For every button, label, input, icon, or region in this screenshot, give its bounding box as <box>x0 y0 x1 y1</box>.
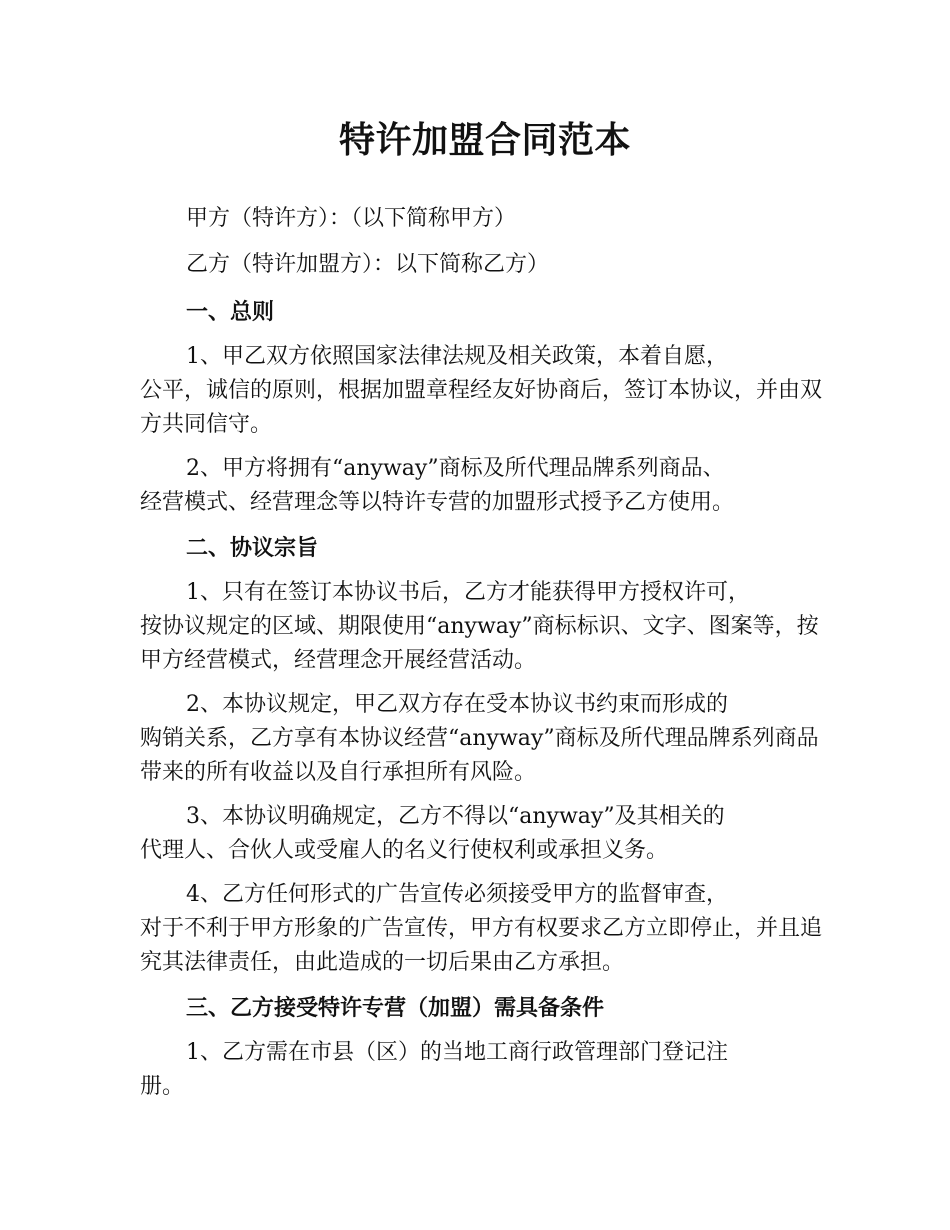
party-b-line: 乙方（特许加盟方）：以下简称乙方） <box>186 252 550 277</box>
paragraph-first-line: 3、本协议明确规定，乙方不得以“anyway”及其相关的 <box>186 804 725 829</box>
paragraph-continuation: 购销关系，乙方享有本协议经营“anyway”商标及所代理品牌系列商品带来的所有收益以及自行承担所有风险。 <box>140 726 819 785</box>
section-heading-general: 一、总则 <box>186 300 275 325</box>
paragraph-first-line: 1、乙方需在市县（区）的当地工商行政管理部门登记注 <box>186 1040 728 1065</box>
document-body <box>140 120 830 1114</box>
paragraph-first-line: 4、乙方任何形式的广告宣传必须接受甲方的监督审查， <box>186 882 728 907</box>
paragraph <box>140 340 830 442</box>
paragraph <box>140 800 830 868</box>
paragraph-first-line: 2、本协议规定，甲乙双方存在受本协议书约束而形成的 <box>186 692 728 717</box>
paragraph-continuation: 公平，诚信的原则，根据加盟章程经友好协商后，签订本协议，并由双方共同信守。 <box>140 378 823 437</box>
section-heading-requirements: 三、乙方接受特许专营（加盟）需具备条件 <box>186 996 605 1021</box>
paragraph-continuation: 对于不利于甲方形象的广告宣传，甲方有权要求乙方立即停止，并且追究其法律责任，由此造成的一切后果由乙方承担。 <box>140 916 823 975</box>
paragraph-continuation: 代理人、合伙人或受雇人的名义行使权利或承担义务。 <box>140 838 669 863</box>
paragraph-first-line: 1、甲乙双方依照国家法律法规及相关政策，本着自愿， <box>186 344 728 369</box>
section-heading-purpose: 二、协议宗旨 <box>186 536 319 561</box>
paragraph <box>140 452 830 520</box>
paragraph-continuation: 册。 <box>140 1074 185 1099</box>
paragraph <box>140 576 830 678</box>
paragraph <box>140 878 830 980</box>
paragraph-continuation: 经营模式、经营理念等以特许专营的加盟形式授予乙方使用。 <box>140 490 735 515</box>
paragraph-first-line: 1、只有在签订本协议书后，乙方才能获得甲方授权许可， <box>186 580 750 605</box>
paragraph <box>140 1036 830 1104</box>
document-title: 特许加盟合同范本 <box>338 120 631 161</box>
party-a-line: 甲方（特许方）：（以下简称甲方） <box>186 206 517 231</box>
paragraph-first-line: 2、甲方将拥有“anyway”商标及所代理品牌系列商品、 <box>186 456 725 481</box>
paragraph <box>140 688 830 790</box>
paragraph-continuation: 按协议规定的区域、期限使用“anyway”商标标识、文字、图案等，按甲方经营模式，经营理念开展经营活动。 <box>140 614 819 673</box>
